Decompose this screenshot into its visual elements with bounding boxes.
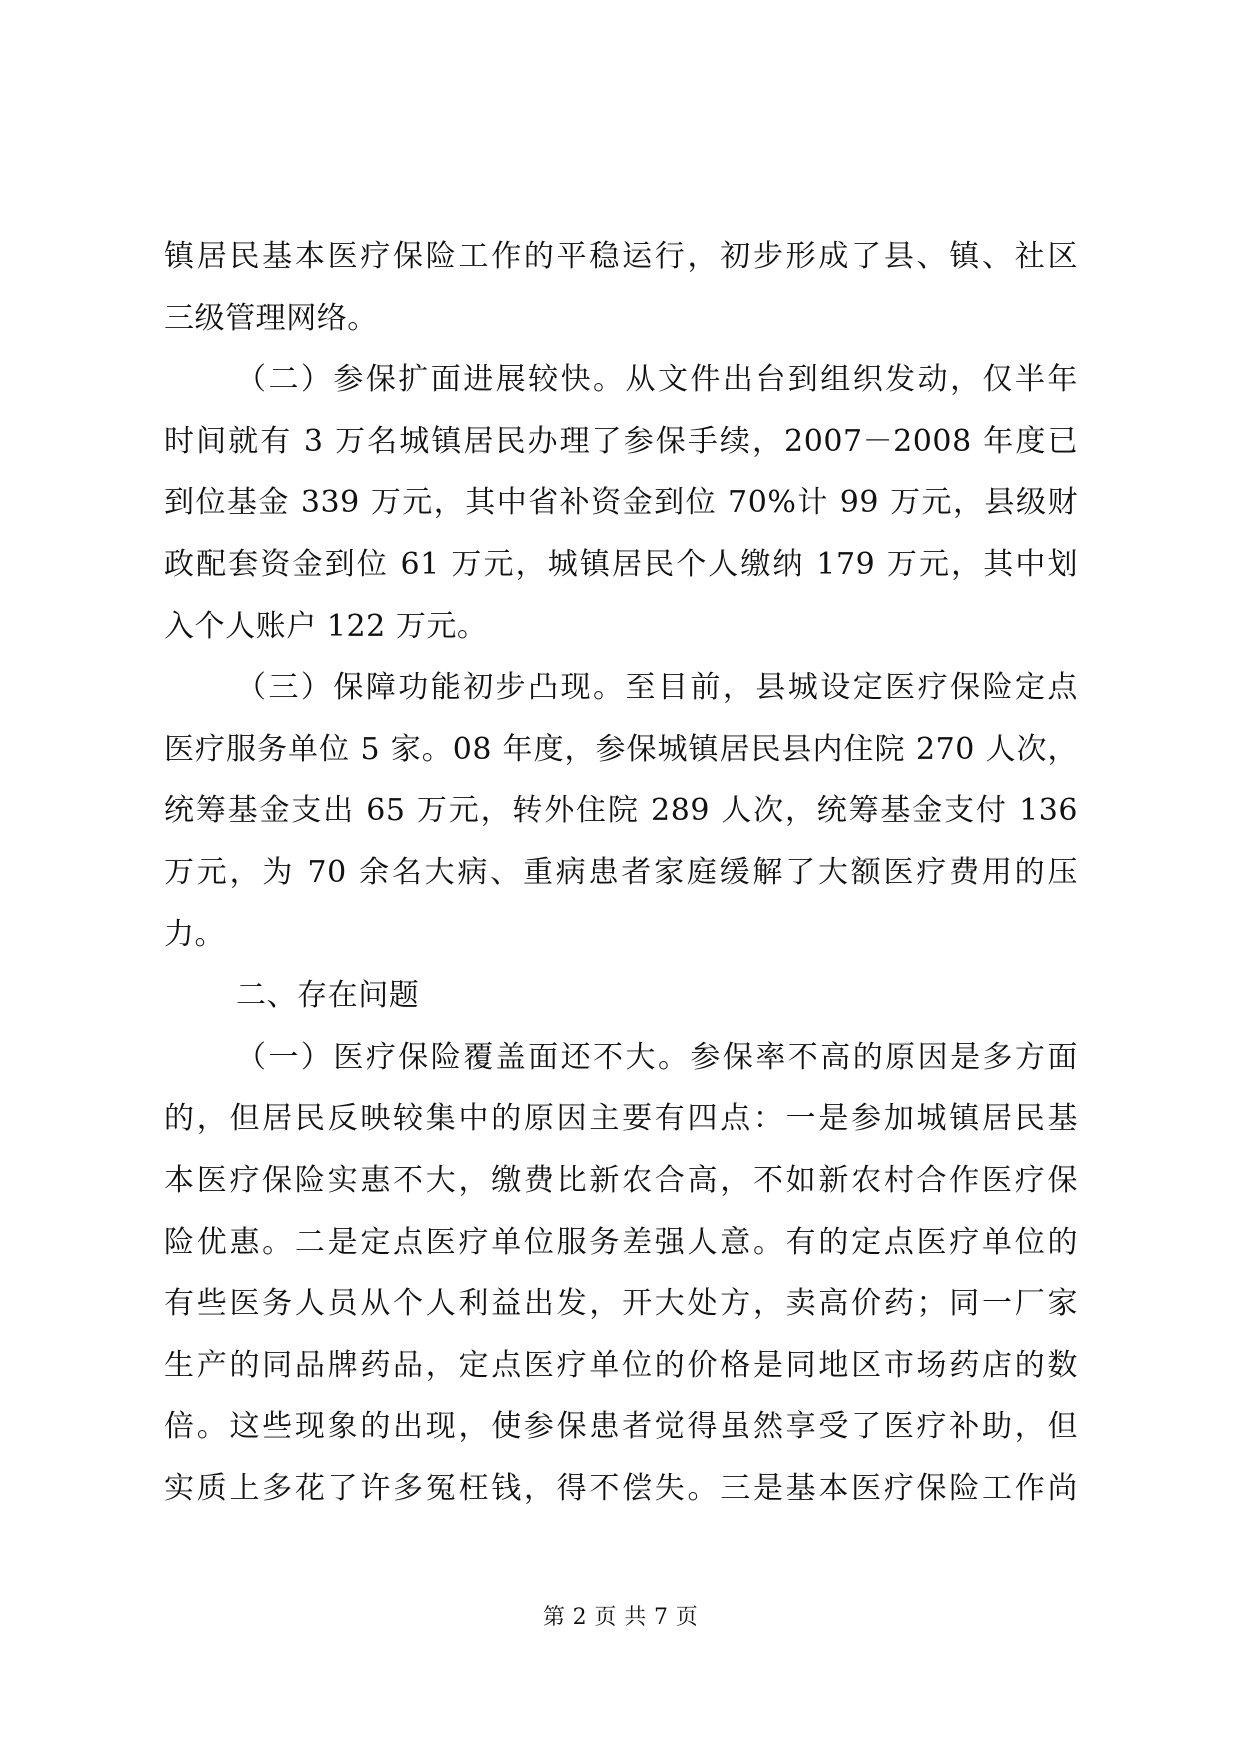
document-body: [164, 226, 1078, 1519]
text-line: 万元，为 70 余名大病、重病患者家庭缓解了大额医疗费用的压: [164, 854, 1078, 890]
text-line: 的，但居民反映较集中的原因主要有四点：一是参加城镇居民基: [164, 1101, 1078, 1137]
paragraph-start-line: （一）医疗保险覆盖面还不大。参保率不高的原因是多方面: [236, 1039, 1078, 1075]
text-line: 医疗服务单位 5 家。08 年度，参保城镇居民县内住院 270 人次，: [164, 731, 1078, 767]
text-line: 时间就有 3 万名城镇居民办理了参保手续，2007－2008 年度已: [164, 423, 1078, 459]
paragraph-start-line: （二）参保扩面进展较快。从文件出台到组织发动，仅半年: [236, 362, 1078, 398]
paragraph-start-line: （三）保障功能初步凸现。至目前，县城设定医疗保险定点: [236, 670, 1078, 706]
page-number-footer: 第 2 页 共 7 页: [542, 1605, 699, 1630]
text-line: 力。: [164, 916, 226, 952]
text-line: 本医疗保险实惠不大，缴费比新农合高，不如新农村合作医疗保: [164, 1162, 1078, 1198]
text-line: 入个人账户 122 万元。: [164, 608, 488, 644]
text-line: 三级管理网络。: [164, 300, 378, 336]
text-line: 有些医务人员从个人利益出发，开大处方，卖高价药；同一厂家: [164, 1286, 1078, 1322]
text-line: 到位基金 339 万元，其中省补资金到位 70%计 99 万元，县级财: [164, 485, 1078, 521]
section-heading: 二、存在问题: [236, 978, 420, 1014]
text-line: 统筹基金支出 65 万元，转外住院 289 人次，统筹基金支付 136: [164, 793, 1078, 829]
text-line: 实质上多花了许多冤枉钱，得不偿失。三是基本医疗保险工作尚: [164, 1470, 1078, 1506]
text-line: 镇居民基本医疗保险工作的平稳运行，初步形成了县、镇、社区: [164, 239, 1078, 274]
text-line: 政配套资金到位 61 万元，城镇居民个人缴纳 179 万元，其中划: [164, 546, 1078, 582]
text-line: 险优惠。二是定点医疗单位服务差强人意。有的定点医疗单位的: [164, 1224, 1078, 1260]
text-line: 生产的同品牌药品，定点医疗单位的价格是同地区市场药店的数: [164, 1347, 1078, 1383]
text-line: 倍。这些现象的出现，使参保患者觉得虽然享受了医疗补助，但: [164, 1409, 1078, 1445]
